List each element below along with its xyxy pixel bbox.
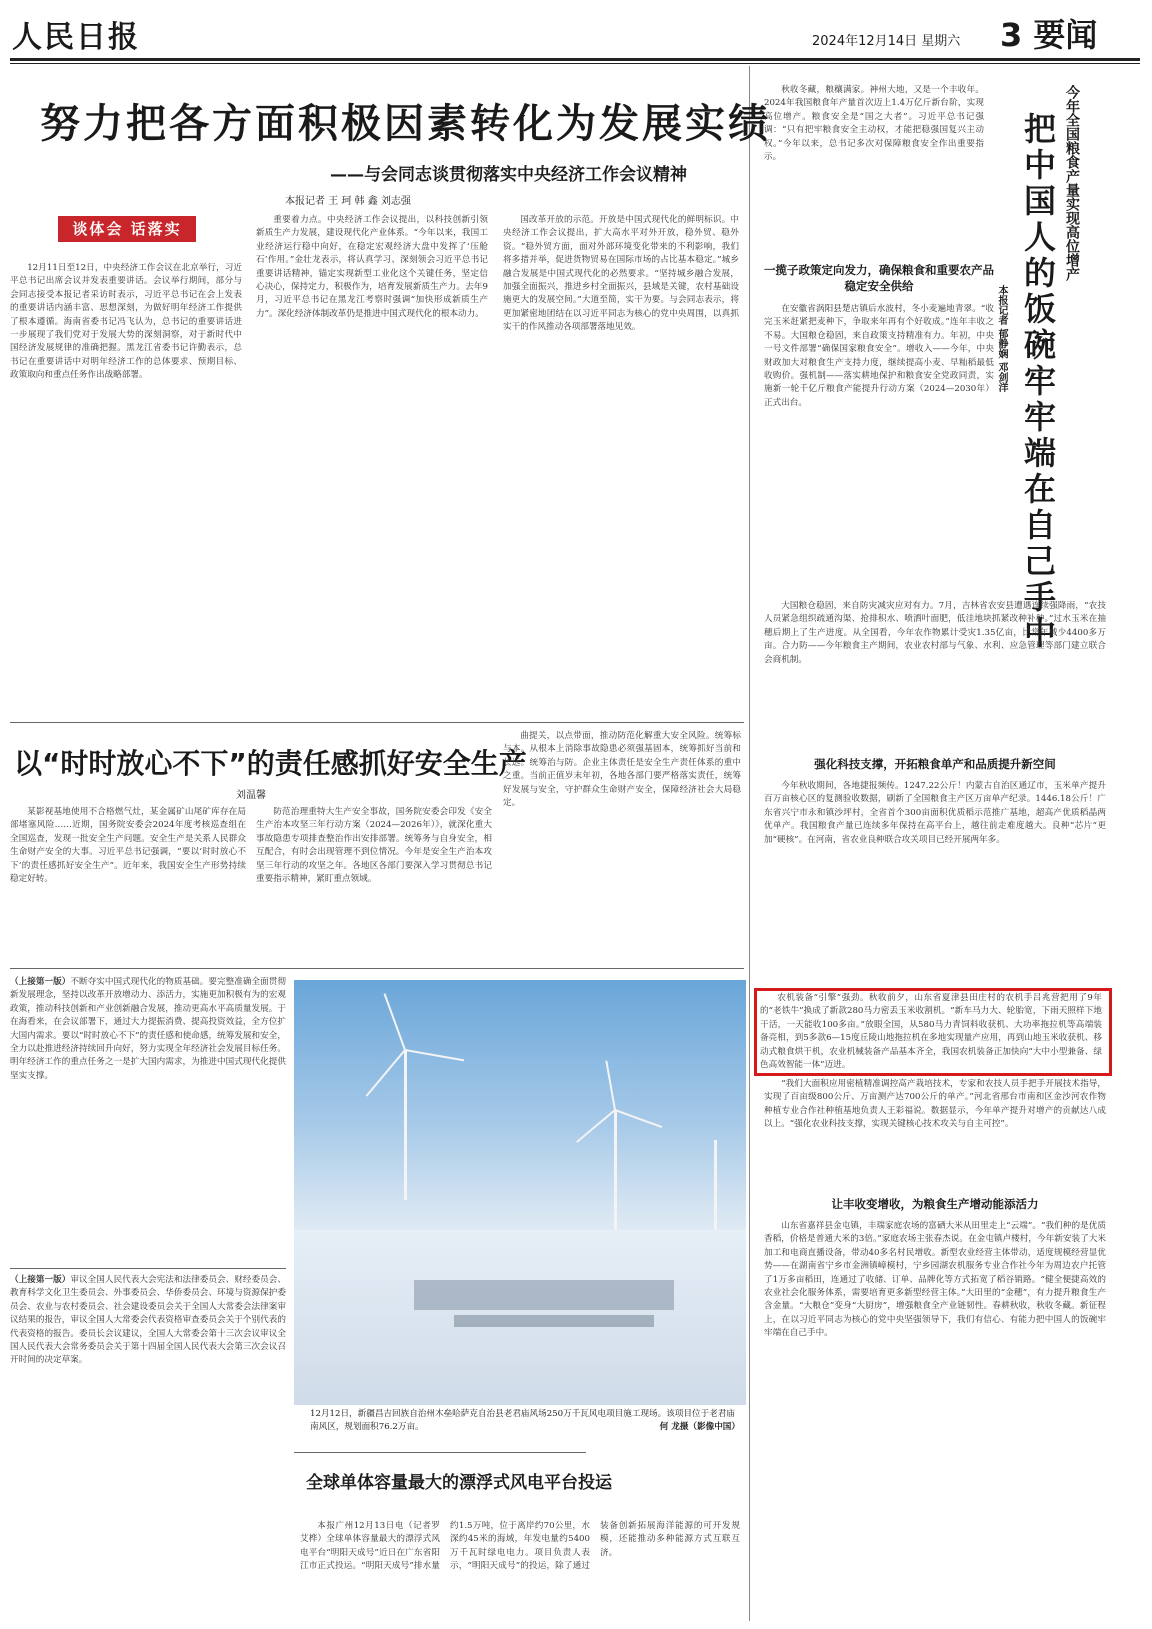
article-4-text-3: 今年秋收期间，各地捷报频传。1247.22公斤！内蒙古自治区通辽市，玉米单产提升百万亩核心区的复测验收数据，刷新了全国粮食主产区万亩单产纪录。1446.18公斤！广东省兴宁市永和镇沙坪村，全省首个300亩面积优质稻示范推广基地，超高产优质稻晶两优单产。我国粮食产量已连续多年保持在高平台上，越往前走难度越大。良种“芯片”更加“硬核”。在河南，省农业良种联合攻关项目已经开展两年多。 [764,781,1106,845]
section-heading-3: 让丰收变增收，为粮食生产增动能添活力 [831,1197,1039,1211]
column-divider [749,66,750,1621]
headline-article-1: 努力把各方面积极因素转化为发展实绩 [40,101,771,147]
article-4-text-2: 大国粮仓稳固，来自防灾减灾应对有力。7月，吉林省农安县遭遇连续强降雨，“农技人员紧急组织疏通沟渠、抢排积水、喷洒叶面肥，低洼地块抓紧改种补种。”过水玉米在抽穗后期上了生产进度。从全国看，今年农作物累计受灾1.35亿亩，比常年减少4400多万亩。合力防——今年粮食主产期间，农业农村部与气象、水利、应急管理等部门建立联合会商机制。 [764,601,1106,665]
section-rule-2 [10,968,744,969]
article-4-intro: 秋收冬藏，粮穰满家。神州大地，又是一个丰收年。2024年我国粮食年产量首次迈上1.4万亿斤新台阶，实现高位增产。粮食安全是“国之大者”。习近平总书记强调：“只有把牢粮食安全主动权，才能把稳强国复兴主动权。”今年以来，总书记多次对保障粮食安全作出重要指示。 [764,85,984,163]
section-rule [10,722,744,723]
newspaper-logo: 人民日报 [12,20,140,55]
headline-article-2: 以“时时放心不下”的责任感抓好安全生产 [14,747,527,780]
byline-article-2: 刘温馨 [236,790,266,801]
article-1-col-1: 12月11日至12日，中央经济工作会议在北京举行，习近平总书记出席会议并发表重要讲话。会议举行期间，部分与会同志接受本报记者采访时表示，习近平总书记在会上发表的重要讲话内涵丰富、思想深刻，为做好明年经济工作提供了根本遵循。海南省委书记冯飞认为，总书记的重要讲话进一步展现了我们党对于发展大势的深刻洞察，对于新时代中国经济发展规律的准确把握。黑龙江省委书记许勤表示，总书记在重要讲话中对明年经济工作的总体要求、预期目标、政策取向和重点任务作出战略部署。 [10,263,242,381]
article-2-col-2: 防范治理重特大生产安全事故，国务院安委会印发《安全生产治本攻坚三年行动方案（2024—2026年）》，就深化重大事故隐患专项排查整治作出安排部署。统筹务与自身安全，相互配合，有时会出现管理不到位情况。今年是安全生产治本攻坚三年行动的攻坚之年。各地区各部门要深入学习贯彻总书记重要指示精神，紧盯重点领域。 [256,807,492,885]
article-4-text-5: 山东省嘉祥县金屯镇，丰瑞家庭农场的富硒大米从田里走上“云端”。“我们种的是优质香稻，价格是普通大米的3倍。”家庭农场主张春杰说。在金屯镇卢楼村，今年新安装了大米加工和电商直播设备，带动40多名村民增收。新型农业经营主体带动，适度规模经营显优势——在湖南省宁乡市金洲镇嶂模村，宁乡园湖农机服务专业合作社今年为周边农户托管了1万多亩稻田，连通过了收储、订单、品牌化等方式拓宽了稻谷销路。“健全便捷高效的农业社会化服务体系，需要培育更多新型经营主体。”大田里的“金穗”，有力提升粮食生产含金量。“大粮仓”变身“大厨房”，增强粮食全产业链韧性。春耕秋收，秋收冬藏。新征程上，在以习近平同志为核心的党中央坚强领导下，我们有信心、有能力把中国人的饭碗牢牢端在自己手中。 [764,1221,1106,1339]
section-heading-2: 强化科技支撑，开拓粮食单产和品质提升新空间 [814,757,1056,771]
jump-rule [10,1268,286,1269]
jump-label-1: （上接第一版） [10,977,71,987]
article-4-text-4: “我们大面积应用密植精准调控高产栽培技术，专家和农技人员手把手开展技术指导，实现了百亩级800公斤、万亩测产达700公斤的单产。”河北省邢台市南和区金沙河农作物种植专业合作社种植基地负责人王彩福说。数据显示，今年单产提升对增产的贡献达八成以上。“强化农业科技支撑，实现关键核心技术攻关与自主可控”。 [764,1079,1106,1130]
vertical-byline: 本报记者 郁静娴 邓剑洋 [996,285,1007,392]
section-rule-3 [294,1452,586,1453]
issue-date: 2024年12月14日 星期六 [812,34,961,49]
article-4-text-1: 在安徽省涡阳县楚店镇后水波村，冬小麦遍地青翠。“收完玉米赶紧把麦种下，争取来年再有个好收成。”连年丰收之不易。大国粮仓稳固，来自政策支持精准有力。年初，中央一号文件部署“确保国家粮食安全”。增收入——今年，中央财政加大对粮食生产支持力度，继续提高小麦、早籼稻最低收购价。强机制——落实耕地保护和粮食安全党政同责，实施新一轮千亿斤粮食产能提升行动方案（2024—2030年）正式出台。 [764,304,994,408]
article-2-col-1: 某影视基地使用不合格燃气灶，某金属矿山尾矿库存在局部堵塞风险……近期，国务院安委会2024年度考核巡查组在全国巡查，发现一批安全生产问题。安全生产是关系人民群众生命财产安全的大事。习近平总书记强调，“要以‘时时放心不下’的责任感抓好安全生产”。近年来，我国安全生产形势持续稳定好转。 [10,807,246,885]
jump-label-2: （上接第一版） [10,1275,71,1285]
article-1-col-2: 重要着力点。中央经济工作会议提出，以科技创新引领新质生产力发展，建设现代化产业体系。“今年以来，我国工业经济运行稳中向好，在稳定宏观经济大盘中发挥了‘压舱石’作用。”金壮龙表示，将认真学习、深刻领会习近平总书记重要讲话精神，锚定实现新型工业化这个关键任务，坚定信心决心，保持定力，积极作为，培育发展新质生产力。去年9月，习近平总书记在黑龙江考察时强调“加快形成新质生产力”。深化经济体制改革仍是推进中国式现代化的根本动力。 [256,215,488,319]
photo-caption: 12月12日，新疆昌吉回族自治州木垒哈萨克自治县老君庙风场250万千瓦风电项目施工现场。该项目位于老君庙南风区，规划面积76.2万亩。 何 龙摄（影像中国） [310,1409,740,1432]
masthead-rule-thin [10,63,1140,64]
page-label: 3 要闻 [1000,16,1098,54]
article-3-text: 本报广州12月13日电（记者罗艾桦）全球单体容量最大的漂浮式风电平台“明阳天成号”近日在广东省阳江市正式投运。“明阳天成号”排水量约1.5万吨，位于离岸约70公里，水深约45米的海域，年发电量约5400万千瓦时绿电电力。项目负责人表示，“明阳天成号”的投运，除了通过装备创新拓展海洋能源的可开发规模，还能推动多种能源方式互联互济。 [300,1521,740,1572]
subhead-article-1: ——与会同志谈贯彻落实中央经济工作会议精神 [330,165,687,185]
jump-text-2: （上接第一版）审议全国人民代表大会宪法和法律委员会、财经委员会、教育科学文化卫生委员会、外事委员会、华侨委员会、环境与资源保护委员会、农业与农村委员会、社会建设委员会关于全国人大常委会法律案审议结果的报告，审议全国人大常委会代表资格审查委员会关于个别代表的代表资格的报告。委员长会议建议，全国人大常委会第十三次会议审议全国人民代表大会常务委员会关于第十四届全国人民代表大会第三次会议召开时间的决定草案。 [10,1275,286,1366]
masthead-rule [10,58,1140,61]
headline-article-3: 全球单体容量最大的漂浮式风电平台投运 [306,1473,612,1493]
vertical-headline: 把中国人的饭碗牢牢端在自己手中 [1019,112,1057,652]
vertical-kicker: 今年全国粮食产量实现高位增产 [1064,85,1080,281]
wind-farm-photo [294,980,746,1405]
jump-text-1: （上接第一版）不断夺实中国式现代化的物质基础。要完整准确全面贯彻新发展理念，坚持以改革开放增动力、添活力，实施更加积极有为的宏观政策，推动科技创新和产业创新融合发展，推动更高水平高质量发展。于在海看来，在会议部署下，通过大力提振消费、提高投资效益，全方位扩大国内需求。要以“时时放心不下”的责任感和使命感，统筹发展和安全，全力以赴推进经济持续回升向好，努力实现全年经济社会发展目标任务。明年经济工作的重点任务之一是扩大国内需求，为推进中国式现代化提供坚实支撑。 [10,977,286,1081]
section-heading-1: 一揽子政策定向发力，确保粮食和重要农产品稳定安全供给 [764,263,994,293]
article-4-highlight: 农机装备“引擎”强劲。秋收前夕，山东省夏津县田庄村的农机手吕兆营把用了9年的“老铁牛”换成了新款280马力密丢玉米收割机。“新车马力大、轮胎宽，下雨天照样下地干活，一天能收100多亩。”放眼全国，从580马力青饲料收获机、大功率拖拉机等高端装备亮相，到5多款6—15度丘陵山地拖拉机在多地实现量产应用，再到山地玉米收获机、移动式粮食烘干机，农业机械装备产品基本齐全，我国农机装备正加快向“大中小型兼备、绿色高效智能一体”迈进。 [760,993,1102,1070]
article-1-col-3: 国改革开放的示范。开放是中国式现代化的鲜明标识。中央经济工作会议提出，扩大高水平对外开放，稳外贸、稳外资。“稳外贸方面，面对外部环境变化带来的不利影响，我们将多措并举，促进货物贸易在国际市场的占比基本稳定。”城乡融合发展是中国式现代化的必然要求。“坚持城乡融合发展，加强全面振兴，推进乡村全面振兴，县域是关键，农村基础设施更大的发展空间。”大道至简，实干为要。与会同志表示，将更加紧密地团结在以习近平同志为核心的党中央周围，以真抓实干的作风推动各项部署落地见效。 [503,215,739,333]
article-2-col-3: 曲提关，以点带面，推动防范化解重大安全风险。统筹标与本。从根本上消除事故隐患必须强基固本，统筹抓好当前和长远。统筹治与防。企业主体责任是安全生产责任体系的重中之重。当前正值岁末年初，各地各部门要严格落实责任，统筹好发展与安全，守护群众生命财产安全，保障经济社会大局稳定。 [503,731,741,809]
byline-article-1: 本报记者 王 珂 韩 鑫 刘志强 [285,196,411,207]
column-tag: 谈体会 话落实 [58,216,196,242]
photo-credit: 何 龙摄（影像中国） [659,1422,740,1432]
